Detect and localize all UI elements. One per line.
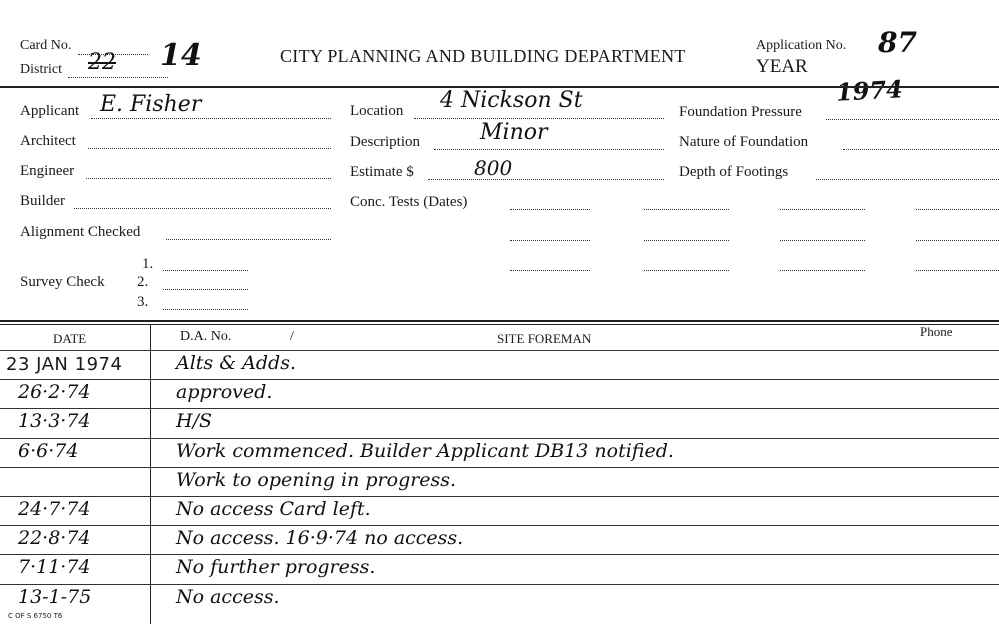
log-date: 6·6·74	[18, 439, 79, 462]
row-divider	[0, 379, 999, 380]
alignment-checked-label: Alignment Checked	[20, 224, 141, 240]
row-divider	[0, 554, 999, 555]
phone-header: Phone	[920, 324, 953, 339]
survey-item-1: 1.	[142, 256, 154, 272]
builder-label: Builder	[20, 193, 65, 209]
log-entry: No access.	[176, 585, 280, 608]
log-entry: No access. 16·9·74 no access.	[176, 527, 464, 550]
form-code: C OF S 6750 T6	[8, 612, 63, 620]
estimate-label: Estimate $	[350, 164, 414, 180]
card-no-label: Card No.	[20, 38, 72, 53]
card-no-struck: 22	[88, 50, 116, 75]
depth-of-footings-label: Depth of Footings	[679, 164, 789, 180]
foundation-pressure-label: Foundation Pressure	[679, 104, 802, 120]
conc-tests-label: Conc. Tests (Dates)	[350, 194, 468, 210]
log-date: 13·3·74	[18, 410, 91, 433]
survey-item-2: 2.	[137, 274, 149, 290]
log-entry: Work commenced. Builder Applicant DB13 notified.	[176, 439, 674, 462]
log-entry: Alts & Adds.	[176, 352, 297, 374]
applicant-value: E. Fisher	[100, 92, 202, 117]
date-column-header: DATE	[53, 331, 87, 346]
log-date: 13-1-75	[18, 585, 92, 608]
applicant-label: Applicant	[20, 103, 80, 119]
row-divider	[0, 438, 999, 439]
application-no-label: Application No.	[756, 38, 847, 53]
description-label: Description	[350, 134, 420, 150]
row-divider	[0, 525, 999, 526]
architect-label: Architect	[20, 133, 76, 149]
row-divider	[0, 350, 999, 351]
da-no-header: D.A. No.	[180, 329, 232, 344]
estimate-value: 800	[474, 156, 513, 180]
log-entry: H/S	[176, 410, 212, 433]
location-value: 4 Nickson St	[440, 88, 583, 113]
log-date: 7·11·74	[18, 556, 91, 579]
row-divider	[0, 496, 999, 497]
location-label: Location	[350, 103, 404, 119]
log-entry: Work to opening in progress.	[176, 468, 457, 491]
card-no-value: 14	[160, 38, 202, 73]
survey-check-label: Survey Check	[20, 274, 105, 290]
log-entry: No further progress.	[176, 556, 376, 579]
log-entry: No access Card left.	[176, 498, 371, 520]
year-label: YEAR	[756, 56, 808, 77]
log-entry: approved.	[176, 381, 273, 404]
da-slash: /	[290, 329, 294, 344]
log-date: 22·8·74	[18, 527, 91, 550]
log-date: 26·2·74	[18, 381, 91, 404]
log-date: 23 JAN 1974	[6, 354, 123, 375]
site-foreman-header: SITE FOREMAN	[497, 331, 592, 346]
year-value: 1974	[835, 74, 904, 107]
row-divider	[0, 584, 999, 585]
row-divider	[0, 467, 999, 468]
survey-item-3: 3.	[137, 294, 149, 310]
engineer-label: Engineer	[20, 163, 75, 179]
log-date: 24·7·74	[18, 498, 91, 520]
application-no-value: 87	[878, 26, 917, 59]
description-value: Minor	[480, 120, 548, 145]
nature-of-foundation-label: Nature of Foundation	[679, 134, 809, 150]
page-title: CITY PLANNING AND BUILDING DEPARTMENT	[280, 46, 686, 66]
district-label: District	[20, 62, 62, 77]
row-divider	[0, 408, 999, 409]
